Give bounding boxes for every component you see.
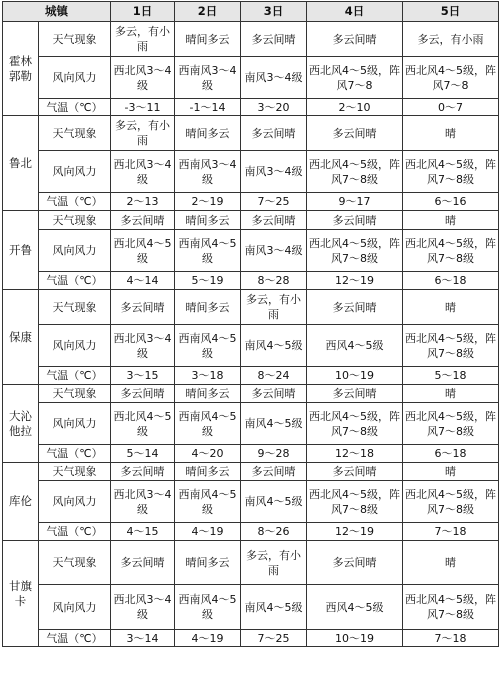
weather-cell: 多云间晴 — [241, 116, 307, 151]
temp-cell: 8～28 — [241, 272, 307, 290]
temp-cell: 4～19 — [175, 630, 241, 647]
city-row-temp — [3, 272, 499, 290]
weather-cell: 多云间晴 — [307, 385, 403, 403]
wind-cell: 西南风4～5级 — [175, 325, 241, 367]
temp-cell: 8～24 — [241, 367, 307, 385]
weather-cell: 多云间晴 — [111, 211, 175, 230]
city-row-weather — [3, 116, 499, 151]
weather-cell: 多云间晴 — [307, 463, 403, 481]
city-row-weather — [3, 541, 499, 585]
temp-cell: 3～14 — [111, 630, 175, 647]
weather-cell: 晴间多云 — [175, 541, 241, 585]
wind-cell: 西北风4～5级，阵风7～8级 — [403, 230, 499, 272]
row-label-temp: 气温（℃） — [39, 99, 111, 116]
weather-cell: 晴 — [403, 541, 499, 585]
wind-cell: 西南风4～5级 — [175, 230, 241, 272]
wind-cell: 西北风4～5级，阵风7～8 — [403, 57, 499, 99]
city-row-wind — [3, 481, 499, 523]
temp-cell: 12～19 — [307, 272, 403, 290]
temp-cell: 5～18 — [403, 367, 499, 385]
temp-cell: -3～11 — [111, 99, 175, 116]
temp-cell: 3～18 — [175, 367, 241, 385]
header-day-3: 3日 — [241, 2, 307, 22]
wind-cell: 西北风4～5级，阵风7～8级 — [307, 403, 403, 445]
temp-cell: 6～16 — [403, 193, 499, 211]
row-label-wind: 风向风力 — [39, 151, 111, 193]
city-row-temp — [3, 523, 499, 541]
wind-cell: 西北风4～5级，阵风7～8级 — [403, 585, 499, 630]
row-label-temp: 气温（℃） — [39, 445, 111, 463]
city-row-weather — [3, 385, 499, 403]
city-row-wind — [3, 151, 499, 193]
weather-cell: 晴间多云 — [175, 211, 241, 230]
row-label-weather: 天气现象 — [39, 385, 111, 403]
city-row-temp — [3, 630, 499, 647]
temp-cell: 4～19 — [175, 523, 241, 541]
row-label-weather: 天气现象 — [39, 541, 111, 585]
row-label-temp: 气温（℃） — [39, 630, 111, 647]
header-day-5: 5日 — [403, 2, 499, 22]
temp-cell: 7～18 — [403, 523, 499, 541]
weather-cell: 晴间多云 — [175, 22, 241, 57]
temp-cell: -1～14 — [175, 99, 241, 116]
temp-cell: 12～18 — [307, 445, 403, 463]
row-label-wind: 风向风力 — [39, 230, 111, 272]
weather-cell: 晴 — [403, 385, 499, 403]
wind-cell: 西北风3～4级 — [111, 151, 175, 193]
city-row-weather — [3, 22, 499, 57]
row-label-weather: 天气现象 — [39, 211, 111, 230]
row-label-temp: 气温（℃） — [39, 272, 111, 290]
temp-cell: 10～19 — [307, 367, 403, 385]
wind-cell: 南风4～5级 — [241, 403, 307, 445]
weather-cell: 多云间晴 — [111, 463, 175, 481]
temp-cell: 10～19 — [307, 630, 403, 647]
wind-cell: 南风3～4级 — [241, 57, 307, 99]
wind-cell: 西南风4～5级 — [175, 481, 241, 523]
weather-cell: 多云间晴 — [307, 116, 403, 151]
wind-cell: 南风4～5级 — [241, 325, 307, 367]
wind-cell: 西北风4～5级，阵风7～8级 — [307, 151, 403, 193]
weather-cell: 晴 — [403, 290, 499, 325]
city-row-wind — [3, 325, 499, 367]
city-name: 开鲁 — [3, 211, 39, 290]
weather-cell: 多云，有小雨 — [111, 22, 175, 57]
wind-cell: 南风3～4级 — [241, 230, 307, 272]
weather-cell: 多云间晴 — [111, 541, 175, 585]
weather-cell: 晴 — [403, 211, 499, 230]
wind-cell: 西北风3～4级 — [111, 585, 175, 630]
row-label-temp: 气温（℃） — [39, 193, 111, 211]
weather-cell: 晴 — [403, 116, 499, 151]
temp-cell: 3～20 — [241, 99, 307, 116]
weather-cell: 晴间多云 — [175, 116, 241, 151]
city-name: 鲁北 — [3, 116, 39, 211]
city-row-weather — [3, 290, 499, 325]
city-name: 甘旗卡 — [3, 541, 39, 647]
weather-cell: 多云，有小雨 — [241, 290, 307, 325]
weather-cell: 多云，有小雨 — [241, 541, 307, 585]
weather-cell: 多云间晴 — [241, 211, 307, 230]
weather-cell: 晴间多云 — [175, 290, 241, 325]
row-label-temp: 气温（℃） — [39, 523, 111, 541]
weather-cell: 多云间晴 — [307, 211, 403, 230]
wind-cell: 西北风4～5级，阵风7～8 — [307, 57, 403, 99]
temp-cell: 5～14 — [111, 445, 175, 463]
temp-cell: 9～17 — [307, 193, 403, 211]
weather-cell: 多云间晴 — [241, 463, 307, 481]
row-label-wind: 风向风力 — [39, 481, 111, 523]
temp-cell: 2～19 — [175, 193, 241, 211]
temp-cell: 7～18 — [403, 630, 499, 647]
wind-cell: 西北风4～5级 — [111, 230, 175, 272]
city-row-temp — [3, 193, 499, 211]
city-name: 霍林郭勒 — [3, 22, 39, 116]
city-name: 保康 — [3, 290, 39, 385]
temp-cell: 6～18 — [403, 445, 499, 463]
wind-cell: 西北风4～5级，阵风7～8级 — [403, 325, 499, 367]
temp-cell: 6～18 — [403, 272, 499, 290]
weather-cell: 晴间多云 — [175, 385, 241, 403]
weather-cell: 多云，有小雨 — [111, 116, 175, 151]
wind-cell: 西北风4～5级 — [111, 403, 175, 445]
city-row-wind — [3, 57, 499, 99]
temp-cell: 5～19 — [175, 272, 241, 290]
header-row — [3, 2, 499, 22]
wind-cell: 西北风3～4级 — [111, 57, 175, 99]
forecast-table — [2, 1, 499, 647]
temp-cell: 9～28 — [241, 445, 307, 463]
temp-cell: 2～13 — [111, 193, 175, 211]
temp-cell: 0～7 — [403, 99, 499, 116]
temp-cell: 7～25 — [241, 630, 307, 647]
wind-cell: 南风4～5级 — [241, 481, 307, 523]
weather-cell: 多云间晴 — [307, 22, 403, 57]
wind-cell: 西北风4～5级，阵风7～8级 — [403, 481, 499, 523]
weather-cell: 多云间晴 — [241, 385, 307, 403]
weather-cell: 晴间多云 — [175, 463, 241, 481]
city-row-temp — [3, 367, 499, 385]
city-row-weather — [3, 211, 499, 230]
row-label-wind: 风向风力 — [39, 403, 111, 445]
header-day-4: 4日 — [307, 2, 403, 22]
row-label-wind: 风向风力 — [39, 57, 111, 99]
wind-cell: 西南风4～5级 — [175, 403, 241, 445]
wind-cell: 南风3～4级 — [241, 151, 307, 193]
wind-cell: 西北风4～5级，阵风7～8级 — [403, 403, 499, 445]
weather-cell: 多云，有小雨 — [403, 22, 499, 57]
wind-cell: 西南风3～4级 — [175, 151, 241, 193]
wind-cell: 南风4～5级 — [241, 585, 307, 630]
wind-cell: 西北风3～4级 — [111, 325, 175, 367]
city-row-wind — [3, 585, 499, 630]
wind-cell: 西风4～5级 — [307, 585, 403, 630]
city-row-wind — [3, 230, 499, 272]
row-label-wind: 风向风力 — [39, 325, 111, 367]
weather-cell: 多云间晴 — [307, 541, 403, 585]
city-row-temp — [3, 99, 499, 116]
temp-cell: 8～26 — [241, 523, 307, 541]
temp-cell: 3～15 — [111, 367, 175, 385]
city-name: 库伦 — [3, 463, 39, 541]
temp-cell: 12～19 — [307, 523, 403, 541]
row-label-weather: 天气现象 — [39, 463, 111, 481]
header-city: 城镇 — [3, 2, 111, 22]
row-label-temp: 气温（℃） — [39, 367, 111, 385]
temp-cell: 4～14 — [111, 272, 175, 290]
forecast-body — [3, 22, 499, 647]
temp-cell: 2～10 — [307, 99, 403, 116]
city-row-weather — [3, 463, 499, 481]
header-day-2: 2日 — [175, 2, 241, 22]
weather-cell: 多云间晴 — [241, 22, 307, 57]
wind-cell: 西北风4～5级，阵风7～8级 — [307, 230, 403, 272]
temp-cell: 4～15 — [111, 523, 175, 541]
city-name: 大沁他拉 — [3, 385, 39, 463]
wind-cell: 西风4～5级 — [307, 325, 403, 367]
wind-cell: 西南风3～4级 — [175, 57, 241, 99]
city-row-temp — [3, 445, 499, 463]
weather-cell: 多云间晴 — [111, 385, 175, 403]
wind-cell: 西北风4～5级，阵风7～8级 — [307, 481, 403, 523]
row-label-weather: 天气现象 — [39, 290, 111, 325]
row-label-weather: 天气现象 — [39, 22, 111, 57]
temp-cell: 4～20 — [175, 445, 241, 463]
wind-cell: 西北风4～5级，阵风7～8级 — [403, 151, 499, 193]
city-row-wind — [3, 403, 499, 445]
wind-cell: 西北风3～4级 — [111, 481, 175, 523]
weather-cell: 晴 — [403, 463, 499, 481]
weather-cell: 多云间晴 — [111, 290, 175, 325]
row-label-wind: 风向风力 — [39, 585, 111, 630]
weather-cell: 多云间晴 — [307, 290, 403, 325]
header-day-1: 1日 — [111, 2, 175, 22]
wind-cell: 西南风4～5级 — [175, 585, 241, 630]
row-label-weather: 天气现象 — [39, 116, 111, 151]
temp-cell: 7～25 — [241, 193, 307, 211]
